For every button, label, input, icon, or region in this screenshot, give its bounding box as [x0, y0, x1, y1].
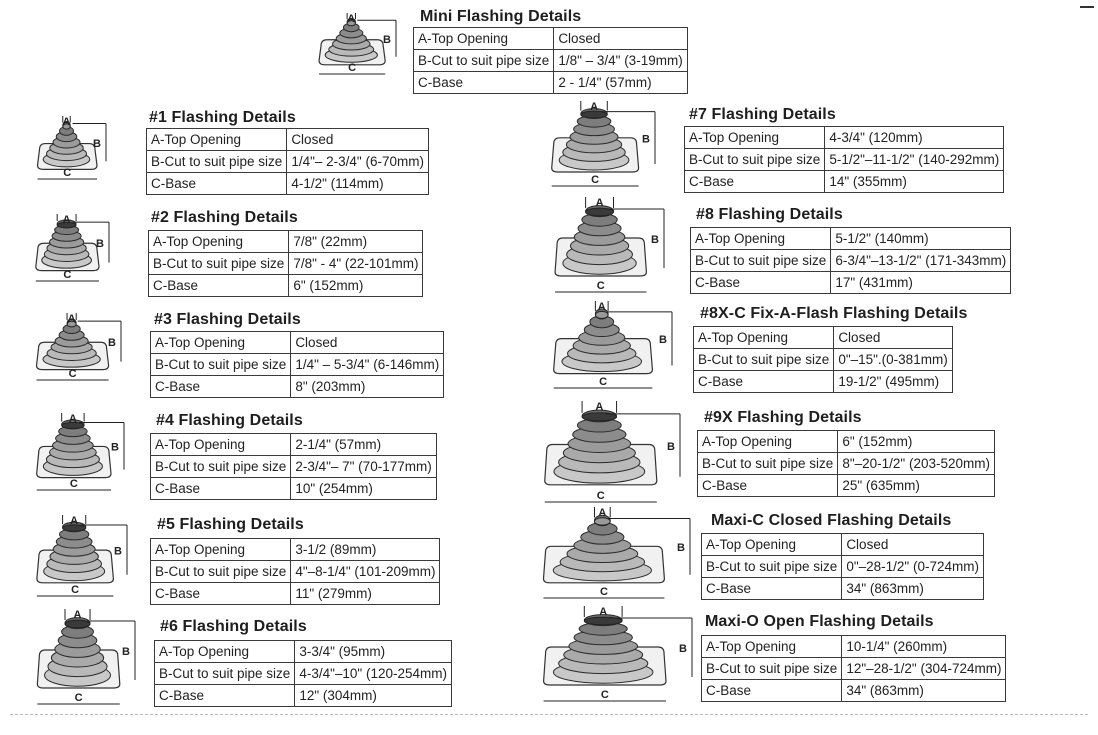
spec-value: 12"–28-1/2" (304-724mm) — [842, 658, 1006, 680]
table-row — [149, 231, 423, 253]
table-row — [414, 28, 688, 50]
maxio-flashing-diagram — [536, 605, 696, 705]
table-row — [685, 149, 1004, 171]
n8xc-flashing-diagram — [548, 300, 676, 392]
spec-label: B-Cut to suit pipe size — [151, 354, 291, 376]
spec-value: 10" (254mm) — [291, 478, 436, 500]
spec-label: B-Cut to suit pipe size — [151, 561, 291, 583]
label-c: C — [63, 269, 72, 281]
table-row — [685, 127, 1004, 149]
table-row — [694, 327, 953, 349]
spec-label: B-Cut to suit pipe size — [685, 149, 825, 171]
label-b: B — [383, 34, 391, 47]
n4-flashing-diagram — [33, 412, 128, 494]
spec-table — [690, 227, 1011, 294]
table-row — [155, 641, 452, 663]
table-row — [151, 539, 440, 561]
table-row — [151, 376, 444, 398]
label-a: A — [67, 313, 76, 325]
spec-value: 14" (355mm) — [825, 171, 1004, 193]
table-row — [151, 478, 437, 500]
n1-flashing-diagram — [35, 115, 110, 183]
spec-label: A-Top Opening — [151, 332, 291, 354]
spec-table — [150, 331, 444, 398]
table-row — [147, 151, 429, 173]
label-b: B — [667, 440, 675, 453]
table-row — [702, 680, 1006, 702]
label-c: C — [599, 376, 608, 388]
table-row — [691, 228, 1011, 250]
spec-label: C-Base — [151, 583, 291, 605]
label-c: C — [596, 490, 605, 502]
table-row — [414, 50, 688, 72]
spec-label: A-Top Opening — [702, 534, 842, 556]
spec-label: A-Top Opening — [151, 434, 291, 456]
table-row — [151, 561, 440, 583]
spec-label: C-Base — [414, 72, 554, 94]
label-a: A — [599, 606, 608, 618]
table-row — [702, 658, 1006, 680]
label-b: B — [122, 646, 130, 658]
label-a: A — [347, 13, 356, 25]
n6-flashing-diagram — [33, 608, 139, 708]
spec-label: B-Cut to suit pipe size — [149, 253, 289, 275]
label-b: B — [677, 542, 685, 555]
spec-label: A-Top Opening — [685, 127, 825, 149]
table-row — [691, 272, 1011, 294]
spec-table — [697, 430, 995, 497]
table-row — [151, 434, 437, 456]
table-row — [694, 371, 953, 393]
spec-value: 0"–28-1/2" (0-724mm) — [842, 556, 984, 578]
table-row — [698, 475, 995, 497]
spec-label: A-Top Opening — [149, 231, 289, 253]
section-title: #7 Flashing Details — [689, 106, 836, 123]
spec-value: 3-3/4" (95mm) — [295, 641, 452, 663]
spec-table — [154, 640, 452, 707]
spec-value: 6-3/4"–13-1/2" (171-343mm) — [831, 250, 1011, 272]
section-title: #9X Flashing Details — [704, 409, 862, 426]
spec-label: A-Top Opening — [702, 636, 842, 658]
spec-label: C-Base — [151, 376, 291, 398]
spec-label: B-Cut to suit pipe size — [151, 456, 291, 478]
spec-value: 4-1/2" (114mm) — [287, 173, 429, 195]
spec-table — [150, 538, 440, 605]
section-title: #3 Flashing Details — [154, 311, 301, 328]
table-row — [698, 453, 995, 475]
section-title: #8X-C Fix-A-Flash Flashing Details — [700, 305, 968, 322]
label-a: A — [62, 116, 71, 128]
spec-value: 4-3/4" (120mm) — [825, 127, 1004, 149]
spec-value: 5-1/2" (140mm) — [831, 228, 1011, 250]
spec-value: Closed — [291, 332, 444, 354]
spec-label: B-Cut to suit pipe size — [414, 50, 554, 72]
n9x-flashing-diagram — [538, 400, 684, 506]
spec-table — [701, 635, 1006, 702]
spec-label: C-Base — [155, 685, 295, 707]
spec-value: 25" (635mm) — [838, 475, 995, 497]
spec-table — [146, 128, 429, 195]
section-title: Maxi-C Closed Flashing Details — [711, 512, 952, 529]
label-c: C — [348, 62, 357, 74]
spec-label: C-Base — [147, 173, 287, 195]
spec-value: Closed — [834, 327, 952, 349]
spec-value: 1/4"– 2-3/4" (6-70mm) — [287, 151, 429, 173]
spec-label: A-Top Opening — [694, 327, 834, 349]
label-c: C — [68, 368, 77, 380]
spec-value: 11" (279mm) — [291, 583, 440, 605]
spec-label: C-Base — [691, 272, 831, 294]
table-row — [151, 354, 444, 376]
label-a: A — [595, 197, 604, 209]
label-a: A — [62, 214, 71, 226]
label-a: A — [598, 507, 607, 519]
spec-label: A-Top Opening — [151, 539, 291, 561]
label-b: B — [642, 133, 650, 146]
n3-flashing-diagram — [33, 312, 125, 384]
spec-value: 2-3/4"– 7" (70-177mm) — [291, 456, 436, 478]
spec-value: 1/4" – 5-3/4" (6-146mm) — [291, 354, 444, 376]
table-row — [147, 173, 429, 195]
table-row — [702, 636, 1006, 658]
section-title: #2 Flashing Details — [151, 209, 298, 226]
spec-label: B-Cut to suit pipe size — [147, 151, 287, 173]
table-row — [694, 349, 953, 371]
spec-table — [150, 433, 437, 500]
spec-value: 2-1/4" (57mm) — [291, 434, 436, 456]
spec-value: 3-1/2 (89mm) — [291, 539, 440, 561]
table-row — [698, 431, 995, 453]
label-b: B — [114, 545, 122, 558]
table-row — [151, 456, 437, 478]
spec-value: Closed — [287, 129, 429, 151]
spec-value: 7/8" (22mm) — [289, 231, 423, 253]
label-b: B — [96, 237, 104, 250]
spec-label: A-Top Opening — [691, 228, 831, 250]
spec-value: 8" (203mm) — [291, 376, 444, 398]
label-b: B — [93, 137, 101, 150]
spec-value: 19-1/2" (495mm) — [834, 371, 952, 393]
spec-label: C-Base — [702, 578, 842, 600]
table-row — [155, 685, 452, 707]
table-row — [151, 583, 440, 605]
label-a: A — [597, 301, 606, 313]
spec-value: 4-3/4"–10" (120-254mm) — [295, 663, 452, 685]
spec-table — [693, 326, 953, 393]
n7-flashing-diagram — [547, 100, 659, 190]
spec-label: A-Top Opening — [147, 129, 287, 151]
table-row — [702, 556, 984, 578]
spec-value: Closed — [842, 534, 984, 556]
label-a: A — [70, 515, 79, 527]
section-title: #5 Flashing Details — [157, 516, 304, 533]
table-row — [149, 253, 423, 275]
label-c: C — [591, 174, 600, 186]
spec-table — [413, 27, 688, 94]
label-c: C — [63, 167, 72, 179]
spec-value: 34" (863mm) — [842, 680, 1006, 702]
label-a: A — [73, 609, 82, 621]
spec-label: B-Cut to suit pipe size — [691, 250, 831, 272]
spec-value: 34" (863mm) — [842, 578, 984, 600]
spec-label: C-Base — [698, 475, 838, 497]
label-a: A — [590, 101, 599, 113]
n2-flashing-diagram — [33, 213, 113, 285]
section-title: #8 Flashing Details — [696, 206, 843, 223]
label-b: B — [679, 643, 687, 655]
label-a: A — [595, 401, 604, 413]
table-row — [691, 250, 1011, 272]
table-row — [702, 578, 984, 600]
spec-value: 12" (304mm) — [295, 685, 452, 707]
label-c: C — [69, 478, 78, 490]
spec-value: 4"–8-1/4" (101-209mm) — [291, 561, 440, 583]
spec-label: A-Top Opening — [698, 431, 838, 453]
label-a: A — [68, 413, 77, 425]
label-c: C — [599, 586, 608, 598]
spec-table — [701, 533, 984, 600]
spec-label: C-Base — [694, 371, 834, 393]
spec-value: 2 - 1/4" (57mm) — [554, 72, 687, 94]
section-title: Maxi-O Open Flashing Details — [705, 613, 934, 630]
section-title: #6 Flashing Details — [160, 618, 307, 635]
spec-label: C-Base — [685, 171, 825, 193]
table-row — [702, 534, 984, 556]
spec-label: B-Cut to suit pipe size — [698, 453, 838, 475]
spec-value: 10-1/4" (260mm) — [842, 636, 1006, 658]
spec-label: A-Top Opening — [155, 641, 295, 663]
edge-mark — [1080, 6, 1094, 8]
spec-table — [148, 230, 423, 297]
spec-label: C-Base — [151, 478, 291, 500]
n8-flashing-diagram — [550, 196, 668, 296]
spec-label: B-Cut to suit pipe size — [702, 556, 842, 578]
spec-value: 7/8" - 4" (22-101mm) — [289, 253, 423, 275]
section-title: #4 Flashing Details — [156, 412, 303, 429]
spec-value: 5-1/2"–11-1/2" (140-292mm) — [825, 149, 1004, 171]
label-b: B — [659, 334, 667, 347]
spec-label: C-Base — [149, 275, 289, 297]
spec-value: 1/8" – 3/4" (3-19mm) — [554, 50, 687, 72]
spec-value: 8"–20-1/2" (203-520mm) — [838, 453, 995, 475]
page-bottom-line — [10, 714, 1088, 715]
spec-value: Closed — [554, 28, 687, 50]
spec-label: B-Cut to suit pipe size — [694, 349, 834, 371]
spec-value: 6" (152mm) — [838, 431, 995, 453]
label-c: C — [596, 280, 605, 292]
maxic-flashing-diagram — [536, 506, 694, 602]
table-row — [149, 275, 423, 297]
table-row — [685, 171, 1004, 193]
spec-value: 17" (431mm) — [831, 272, 1011, 294]
spec-value: 6" (152mm) — [289, 275, 423, 297]
label-c: C — [71, 584, 80, 596]
label-b: B — [108, 336, 116, 349]
spec-value: 0"–15".(0-381mm) — [834, 349, 952, 371]
mini-flashing-diagram — [316, 12, 400, 78]
spec-label: B-Cut to suit pipe size — [702, 658, 842, 680]
table-row — [151, 332, 444, 354]
n5-flashing-diagram — [33, 514, 131, 600]
table-row — [147, 129, 429, 151]
spec-label: C-Base — [702, 680, 842, 702]
spec-table — [684, 126, 1004, 193]
label-b: B — [111, 441, 119, 454]
section-title: #1 Flashing Details — [149, 109, 296, 126]
spec-label: B-Cut to suit pipe size — [155, 663, 295, 685]
label-c: C — [74, 692, 83, 704]
section-title: Mini Flashing Details — [420, 8, 582, 25]
label-b: B — [651, 234, 659, 246]
table-row — [414, 72, 688, 94]
table-row — [155, 663, 452, 685]
spec-label: A-Top Opening — [414, 28, 554, 50]
label-c: C — [600, 689, 609, 701]
